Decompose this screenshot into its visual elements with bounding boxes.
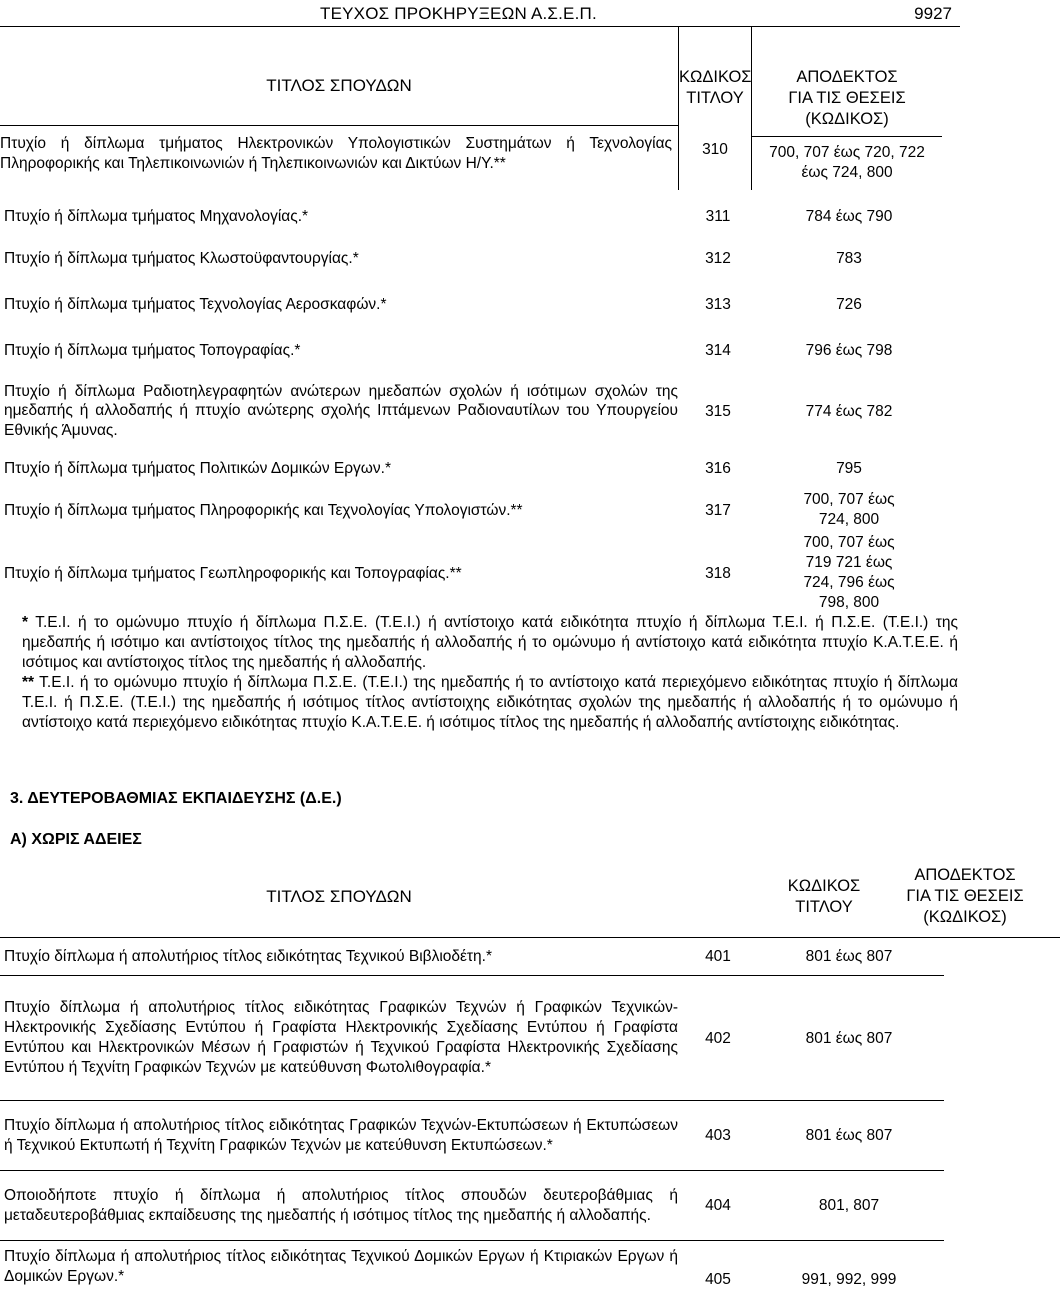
row-title: Πτυχίο δίπλωμα ή απολυτήριος τίτλος ειδικότητας Γραφικών Τεχνών-Εκτυπώσεων ή Εκτυπώσεων ή Τεχνικού Εκτυπωτή ή Τεχνίτη Γραφικών Τεχνών με κατεύθυνση Εκτυπώσεων.* — [4, 1116, 678, 1154]
table-row — [0, 938, 944, 976]
table-row — [0, 327, 944, 373]
row-code: 316 — [705, 459, 731, 477]
table-row — [0, 197, 944, 235]
header-code-l1: ΚΩΔΙΚΟΣ — [679, 68, 752, 86]
footnote-1-text: Τ.Ε.Ι. ή το ομώνυμο πτυχίο ή δίπλωμα Π.Σ.Ε. (Τ.Ε.Ι.) ή αντίστοιχο κατά ειδικότητα πτυχίο ή δίπλωμα Τ.Ε.Ι. ή Π.Σ.Ε. (Τ.Ε.Ι.) της ημεδαπής ή ισότιμο και αντίστοιχος τίτλος της ημεδαπής ή αλλοδαπής ή το ομώνυμο ή αντίστοιχο κατά ειδικότητα πτυχίο Κ.Α.Τ.Ε.Ε. ή ισότιμος και αντίστοιχος τίτλος της ημεδαπής ή αλλοδαπής. — [22, 614, 958, 671]
row-code: 313 — [705, 295, 731, 313]
footnote-2-text: Τ.Ε.Ι. ή το ομώνυμο πτυχίο ή δίπλωμα Π.Σ.Ε. (Τ.Ε.Ι.) της ημεδαπής ή το αντίστοιχο κατά περιεχόμενο ειδικότητας πτυχίο ή δίπλωμα Τ.Ε.Ι. ή Π.Σ.Ε. (Τ.Ε.Ι.) της ημεδαπής ή ισότιμος τίτλος αντίστοιχης ειδικότητας σχολών της ημεδαπής ή αλλοδαπής ή το ομώνυμο ή αντίστοιχο κατά περιεχόμενο ειδικότητας πτυχίο Κ.Α.Τ.Ε.Ε. ή ισότιμος τίτλος της ημεδαπής ή αλλοδαπής αντίστοιχης ειδικότητας. — [22, 674, 958, 731]
row-accepted: 991, 992, 999 — [801, 1270, 897, 1288]
header-title-text: ΤΙΤΛΟΣ ΣΠΟΥΔΩΝ — [266, 76, 412, 95]
row-title: Πτυχίο ή δίπλωμα τμήματος Τεχνολογίας Αεροσκαφών.* — [4, 295, 387, 313]
row-title: Πτυχίο ή δίπλωμα Ραδιοτηλεγραφητών ανώτερων ημεδαπών σχολών ή ισότιμων σχολών της ημεδαπής ή αλλοδαπής ή πτυχίο ανώτερης σχολής Ιπτάμενων Ραδιοναυτίλων του Υπουργείου Εθνικής Άμυνας. — [4, 382, 678, 439]
table-row — [0, 533, 944, 613]
page-number: 9927 — [914, 4, 952, 23]
table-row — [0, 976, 944, 1101]
row-code: 317 — [705, 501, 731, 519]
page-header — [0, 0, 960, 26]
row-accepted: 801, 807 — [818, 1197, 880, 1214]
table-row — [0, 1241, 944, 1293]
title-310: Πτυχίο ή δίπλωμα τμήματος Ηλεκτρονικών Υπολογιστικών Συστημάτων ή Τεχνολογίας Πληροφορικής και Τηλεπικοινωνιών ή Τηλεπικοινωνιών και Δικτύων Η/Υ.** — [0, 126, 679, 190]
row-code: 311 — [705, 207, 731, 225]
header-acc-l3: (ΚΩΔΙΚΟΣ) — [923, 908, 1007, 927]
header-accepted-cell — [752, 27, 943, 190]
subsection-heading: Α) ΧΩΡΙΣ ΑΔΕΙΕΣ — [10, 831, 142, 848]
row-title: Πτυχίο ή δίπλωμα τμήματος Γεωπληροφορικής και Τοπογραφίας.** — [4, 564, 462, 582]
section-heading: 3. ΔΕΥΤΕΡΟΒΑΘΜΙΑΣ ΕΚΠΑΙΔΕΥΣΗΣ (Δ.Ε.) — [10, 790, 342, 807]
row-title: Πτυχίο ή δίπλωμα τμήματος Κλωστοϋφαντουργίας.* — [4, 249, 359, 267]
header-code-cell — [679, 27, 752, 190]
row-code: 315 — [705, 402, 731, 420]
row-title: Οποιοδήποτε πτυχίο ή δίπλωμα ή απολυτήριος τίτλος σπουδών δευτεροβάθμιας ή μεταδευτεροβάθμιας εκπαίδευσης της ημεδαπής ή ισότιμος τίτλος της ημεδαπής ή αλλοδαπής. — [4, 1186, 678, 1224]
footnote-2 — [0, 673, 958, 733]
row-accepted: 774 έως 782 — [805, 402, 893, 420]
header-code-l2: ΤΙΤΛΟΥ — [686, 89, 744, 107]
header-acc-l2: ΓΙΑ ΤΙΣ ΘΕΣΕΙΣ — [906, 887, 1024, 906]
row-code: 401 — [705, 948, 731, 965]
code-310: 310 — [702, 141, 728, 158]
row-accepted: 795 — [836, 459, 862, 477]
row-code: 403 — [705, 1127, 731, 1144]
header-acc-l2: ΓΙΑ ΤΙΣ ΘΕΣΕΙΣ — [788, 89, 906, 107]
row-code: 314 — [705, 341, 731, 359]
header-accepted-cell — [870, 857, 1060, 937]
table-header-row — [0, 27, 942, 126]
header-title — [0, 27, 679, 126]
row-code: 405 — [705, 1270, 731, 1288]
row-accepted: 700, 707 έως 724, 800 — [803, 491, 895, 528]
header-acc-l3: (ΚΩΔΙΚΟΣ) — [805, 110, 889, 128]
row-accepted: 700, 707 έως 719 721 έως 724, 796 έως 798, 800 — [803, 534, 895, 611]
header-acc-l1: ΑΠΟΔΕΚΤΟΣ — [914, 866, 1016, 885]
footnote-2-mark: ** — [22, 674, 35, 691]
table-row — [0, 449, 944, 487]
header-acc-l1: ΑΠΟΔΕΚΤΟΣ — [796, 68, 898, 86]
row-title: Πτυχίο ή δίπλωμα τμήματος Πολιτικών Δομικών Εργων.* — [4, 459, 391, 477]
table-header-row — [0, 857, 1060, 937]
header-code-cell — [778, 857, 870, 937]
row-accepted: 783 — [836, 249, 862, 267]
footnote-1-mark: * — [22, 614, 29, 631]
row-accepted: 801 έως 807 — [805, 948, 893, 965]
row-accepted: 784 έως 790 — [805, 207, 893, 225]
table-row — [0, 235, 944, 281]
row-accepted: 726 — [836, 295, 862, 313]
accepted-310: 700, 707 έως 720, 722 έως 724, 800 — [752, 136, 942, 183]
row-code: 312 — [705, 249, 731, 267]
footnotes — [0, 613, 958, 733]
table-row — [0, 373, 944, 449]
qualifications-table-2 — [0, 857, 1060, 938]
row-code: 318 — [705, 564, 731, 582]
table-row — [0, 281, 944, 327]
footnote-1 — [0, 613, 958, 673]
row-code: 402 — [705, 1029, 731, 1047]
header-code-l2: ΤΙΤΛΟΥ — [795, 897, 853, 916]
qualifications-table-2-rows — [0, 937, 944, 1293]
row-title: Πτυχίο δίπλωμα ή απολυτήριος τίτλος ειδικότητας Τεχνικού Βιβλιοδέτη.* — [4, 948, 493, 965]
row-code: 404 — [705, 1197, 731, 1214]
qualifications-table-1 — [0, 27, 942, 190]
row-accepted: 801 έως 807 — [805, 1029, 893, 1047]
row-title: Πτυχίο δίπλωμα ή απολυτήριος τίτλος ειδικότητας Γραφικών Τεχνών ή Γραφικών Τεχνικών-Ηλεκτρονικής Σχεδίασης Εντύπου ή Γραφίστα Ηλεκτρονικής Σχεδίασης Εντύπου ή Γραφίστα Εντύπου και Ηλεκτρονικών Μέσων ή Γραφιστών ή Τεχνικού Γραφίστα Ηλεκτρονικής Σχεδίασης Εντύπου ή Τεχνίτη Γραφικών Τεχνών με κατεύθυνση Φωτολιθογραφία.* — [4, 999, 678, 1076]
row-title: Πτυχίο δίπλωμα ή απολυτήριος τίτλος ειδικότητας Τεχνικού Δομικών Εργων ή Κτιριακών Εργων ή Δομικών Εργων.* — [4, 1247, 678, 1285]
row-title: Πτυχίο ή δίπλωμα τμήματος Τοπογραφίας.* — [4, 341, 301, 359]
table-row — [0, 487, 944, 533]
header-title: ΤΙΤΛΟΣ ΣΠΟΥΔΩΝ — [266, 887, 412, 907]
row-accepted: 801 έως 807 — [805, 1127, 893, 1144]
row-title: Πτυχίο ή δίπλωμα τμήματος Μηχανολογίας.* — [4, 207, 309, 225]
publication-title: ΤΕΥΧΟΣ ΠΡΟΚΗΡΥΞΕΩΝ Α.Σ.Ε.Π. — [320, 4, 597, 23]
row-accepted: 796 έως 798 — [805, 341, 893, 359]
row-title: Πτυχίο ή δίπλωμα τμήματος Πληροφορικής και Τεχνολογίας Υπολογιστών.** — [4, 501, 523, 519]
header-code-l1: ΚΩΔΙΚΟΣ — [787, 876, 861, 895]
table-row — [0, 1101, 944, 1171]
qualifications-table-1-rows — [0, 197, 944, 613]
table-row — [0, 1171, 944, 1241]
